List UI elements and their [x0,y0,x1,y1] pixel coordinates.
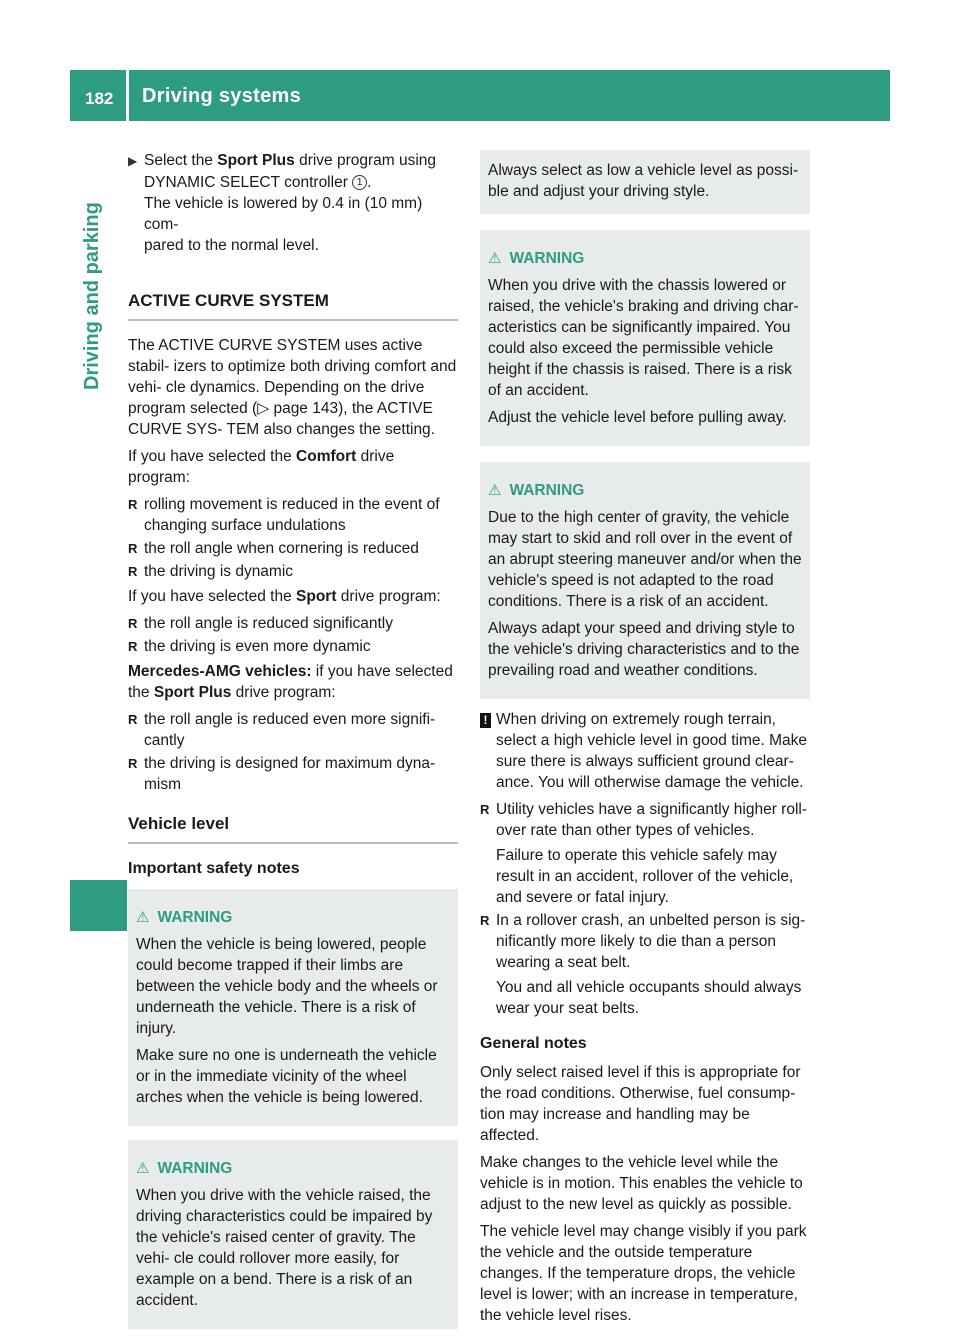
heading-general-notes: General notes [480,1035,587,1052]
callout-number-icon: 1 [352,175,367,190]
list-item: R the roll angle is reduced even more signifi- cantly [128,709,458,751]
list-item: R the driving is dynamic [128,561,458,582]
warning-triangle-icon: ⚠ [488,250,502,267]
warning-label: WARNING [509,482,585,499]
list-item: R the driving is even more dynamic [128,636,458,657]
general-text: The vehicle level may change visibly if you park the vehicle and the outside temperature changes. If the temperature drops, the vehicle level is lower; with an increase in temperature, the vehicle level rises. [480,1223,807,1324]
chapter-side-marker [70,880,127,931]
list-item: R rolling movement is reduced in the event of changing surface undulations [128,494,458,536]
warning-text: Make sure no one is underneath the vehicle or in the immediate vicinity of the wheel arches when the vehicle is being lowered. [136,1047,437,1106]
warning-text: Due to the high center of gravity, the vehicle may start to skid and roll over in the event of an abrupt steering maneuver and/or when the vehicle's speed is not adapted to the road conditions. There is a risk of an accident. [488,509,802,610]
warning-text: Adjust the vehicle level before pulling away. [488,409,787,426]
section-title: Driving systems [142,85,302,107]
notice-paragraph: ! When driving on extremely rough terrain, select a high vehicle level in good time. Make sure there is always sufficient ground clear- ance. You will otherwise damage the vehicle. [480,709,810,793]
amg-intro: Mercedes-AMG vehicles: if you have selected the Sport Plus drive program: [128,663,453,701]
heading-active-curve-system: ACTIVE CURVE SYSTEM [128,290,458,321]
warning-triangle-icon: ⚠ [136,1160,150,1177]
warning-text: When the vehicle is being lowered, people could become trapped if their limbs are between the vehicle body and the wheels or underneath the vehicle. There is a risk of injury. [136,936,438,1037]
list-item: R the driving is designed for maximum dyna- mism [128,753,458,795]
warning-box [128,1140,458,1329]
sport-list [128,613,458,657]
warning-text: When you drive with the vehicle raised, the driving characteristics could be impaired by the vehicle's raised center of gravity. The vehi- cle could rollover more easily, for example on a bend. There is a risk of an accident. [136,1187,433,1309]
right-column [480,150,810,1332]
list-item: R the roll angle is reduced significantly [128,613,458,634]
warning-label: WARNING [157,1160,233,1177]
warning-box [128,889,458,1126]
list-item: R the roll angle when cornering is reduced [128,538,458,559]
warning-label: WARNING [509,250,585,267]
safety-list [480,799,810,1019]
list-item: R In a rollover crash, an unbelted person is sig- nificantly more likely to die than a person wearing a seat belt. You and all vehicle occupants should always wear your seat belts. [480,910,810,1019]
general-text: Make changes to the vehicle level while the vehicle is in motion. This enables the vehicle to adjust to the new level as quickly as possible. [480,1154,803,1213]
warning-text: When you drive with the chassis lowered or raised, the vehicle's braking and driving char- acteristics can be significantly impaired. You could also exceed the permissible vehicle height if the chassis is raised. There is a risk of an accident. [488,277,799,399]
sport-intro: If you have selected the Sport drive program: [128,588,441,605]
exclamation-icon: ! [480,713,491,728]
info-box [480,150,810,214]
comfort-list [128,494,458,582]
warning-text: Always adapt your speed and driving style to the vehicle's driving characteristics and to the prevailing road and weather conditions. [488,620,800,679]
amg-list [128,709,458,795]
warning-triangle-icon: ⚠ [136,909,150,926]
heading-vehicle-level: Vehicle level [128,813,458,844]
chapter-side-label: Driving and parking [81,202,103,390]
comfort-intro: If you have selected the Comfort drive program: [128,448,395,486]
warning-box [480,230,810,446]
acs-intro: The ACTIVE CURVE SYSTEM uses active stabil- izers to optimize both driving comfort and vehi- cle dynamics. Depending on the drive program selected (▷ page 143), the ACTIVE CURVE SYS- TEM also changes the setting. [128,337,457,438]
warning-label: WARNING [157,909,233,926]
list-item: R Utility vehicles have a significantly higher roll- over rate than other types of vehicles. Failure to operate this vehicle safely may result in an accident, rollover of the vehicle, and severe or fatal injury. [480,799,810,908]
instruction-step: ▶ Select the Sport Plus drive program using DYNAMIC SELECT controller 1 . The vehicle is lowered by 0.4 in (10 mm) com- pared to the normal level. [128,152,437,254]
step-arrow-icon: ▶ [128,154,138,168]
heading-safety-notes: Important safety notes [128,860,300,877]
warning-triangle-icon: ⚠ [488,482,502,499]
left-column [128,150,458,1339]
header-divider [126,70,129,121]
general-text: Only select raised level if this is appropriate for the road conditions. Otherwise, fuel consump- tion may increase and handling may be affected. [480,1064,801,1144]
page-number: 182 [85,89,114,108]
info-text: Always select as low a vehicle level as possi- ble and adjust your driving style. [488,162,799,200]
warning-box [480,462,810,699]
